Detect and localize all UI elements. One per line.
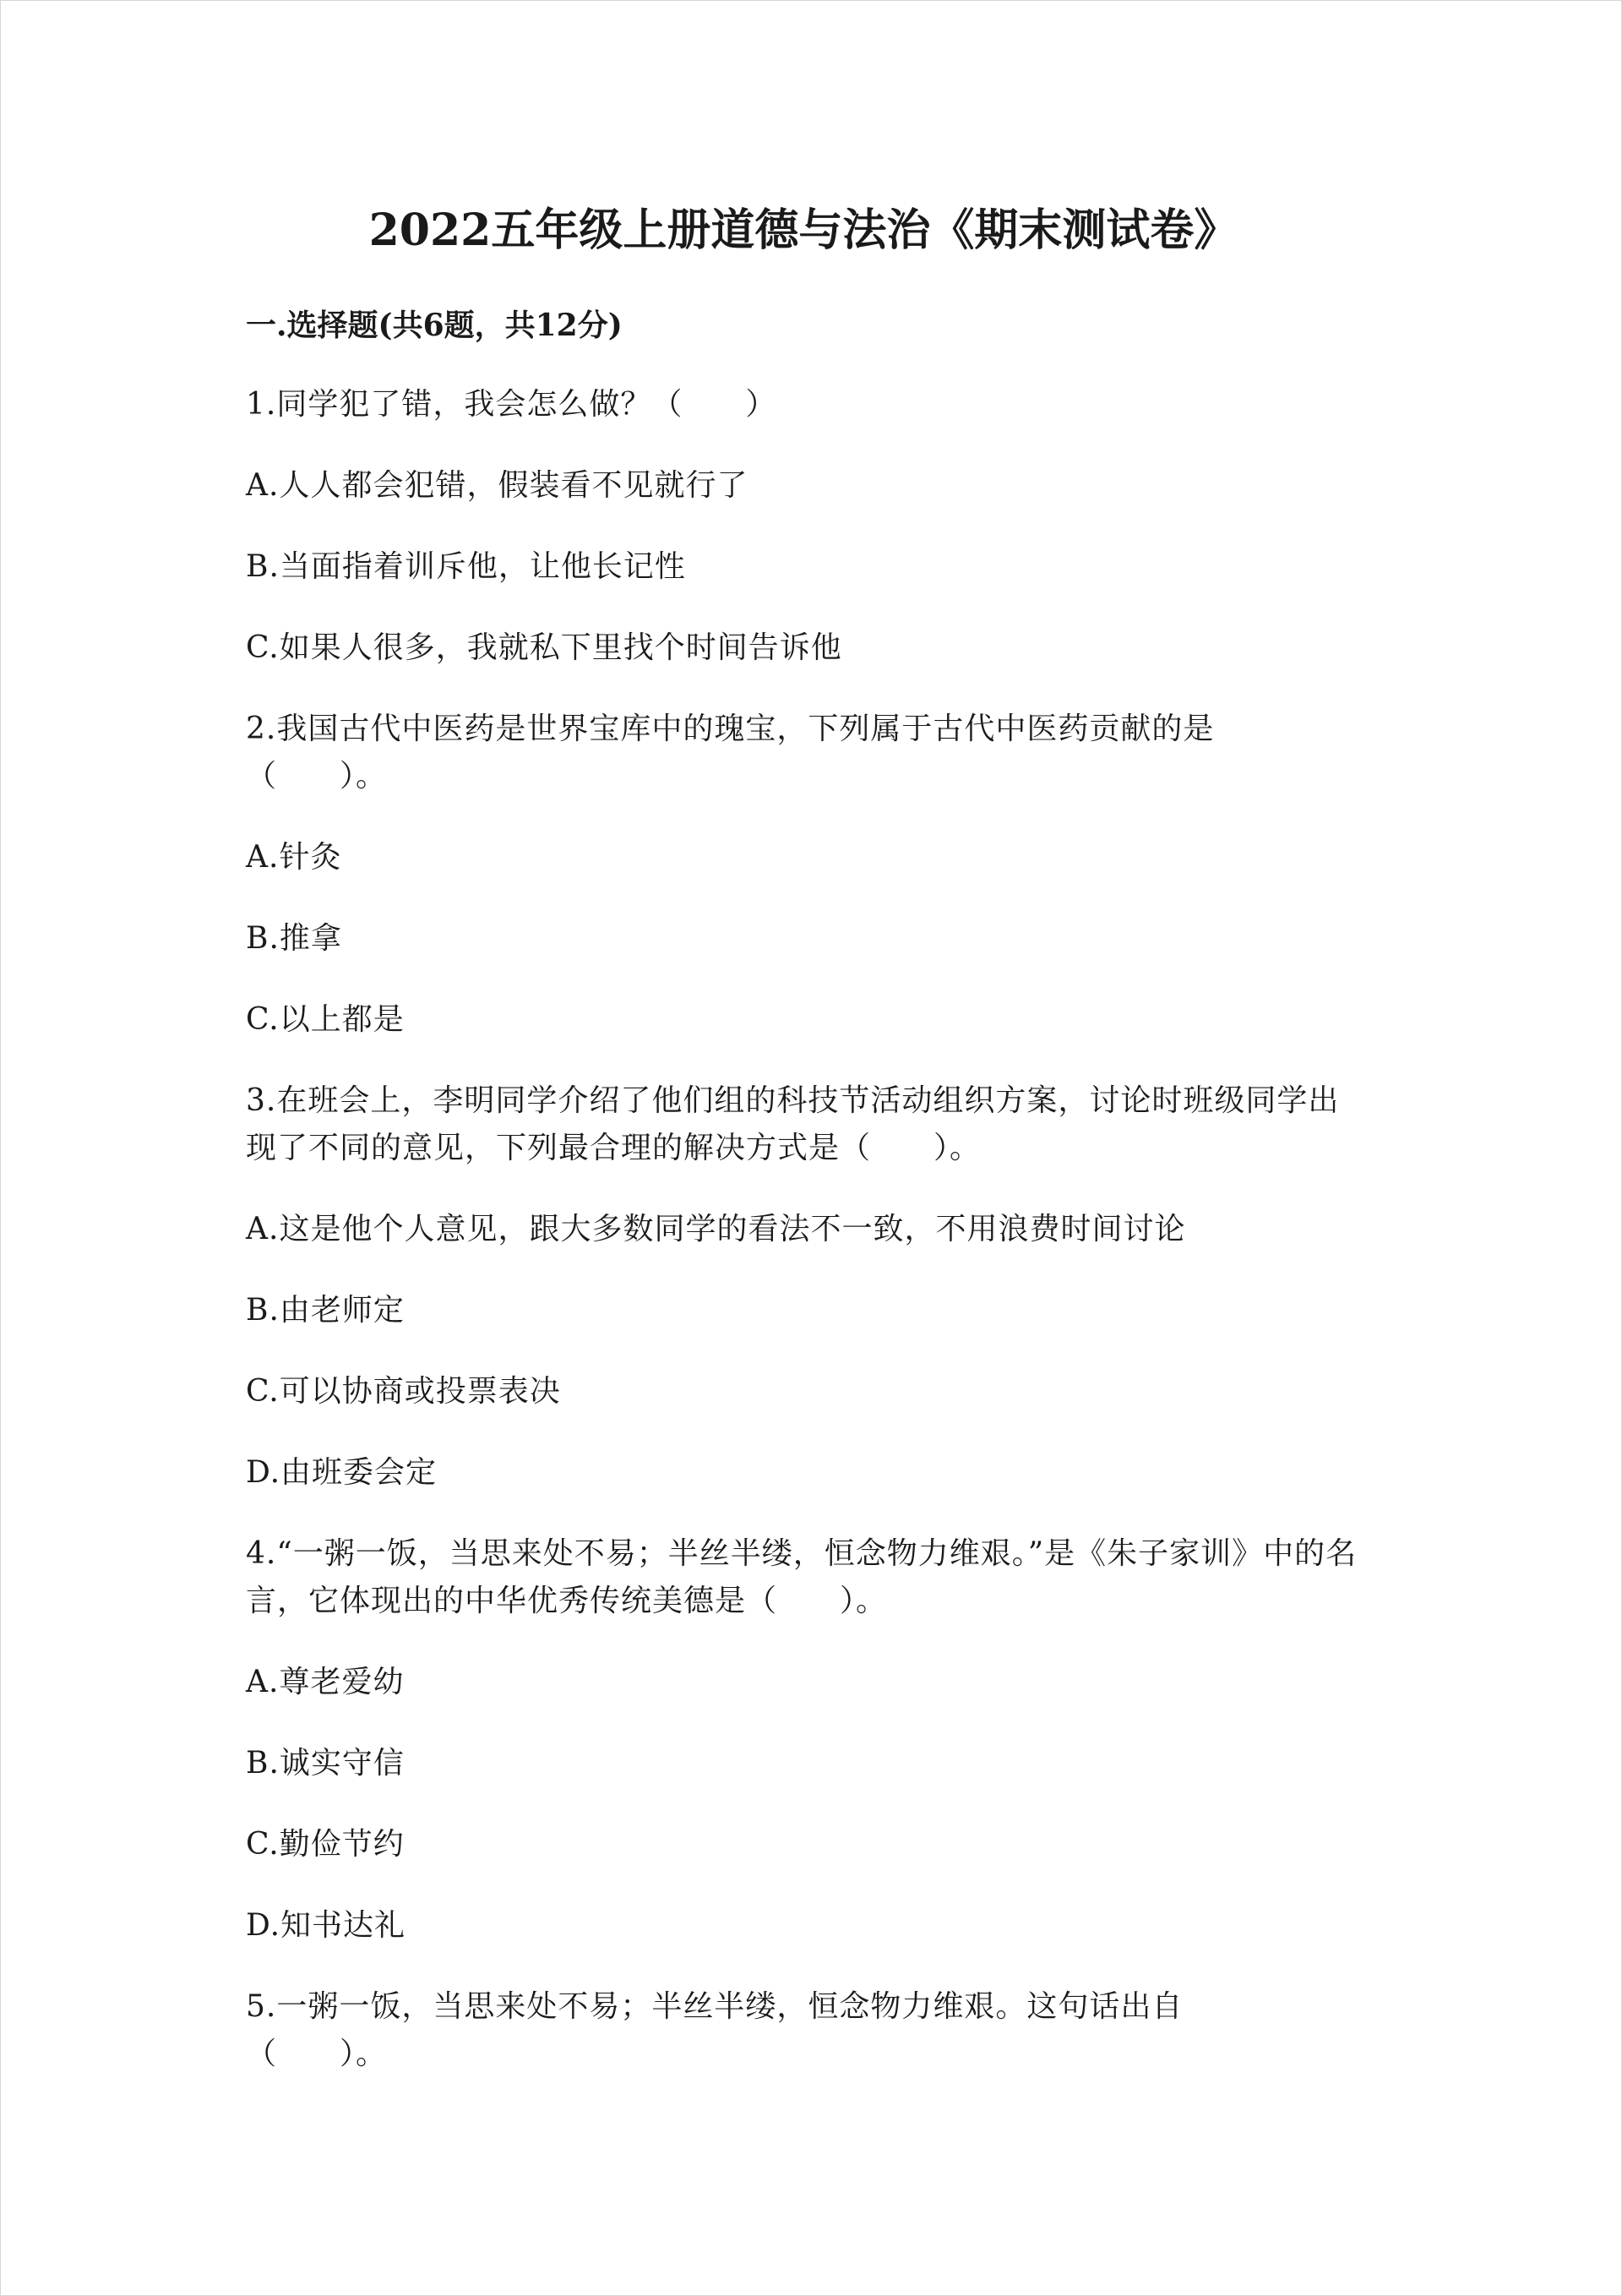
question-4 <box>246 1530 1412 1950</box>
question-1-option-c: C.如果人很多，我就私下里找个时间告诉他 <box>246 630 842 665</box>
question-2-option-b: B.推拿 <box>246 921 342 956</box>
question-3 <box>246 1077 1412 1497</box>
exam-title: 2022五年级上册道德与法治《期末测试卷》 <box>368 205 1238 256</box>
question-4-stem: 4.“一粥一饭，当思来处不易；半丝半缕，恒念物力维艰。”是《朱子家训》中的名言，它体现出的中华优秀传统美德是（ ）。 <box>246 1536 1358 1618</box>
question-5-stem: 5.一粥一饭，当思来处不易；半丝半缕，恒念物力维艰。这句话出自（ ）。 <box>246 1989 1184 2071</box>
question-5 <box>246 1983 1412 2078</box>
question-1-stem: 1.同学犯了错，我会怎么做？（ ） <box>246 387 777 422</box>
question-1 <box>246 381 1412 672</box>
question-3-option-a: A.这是他个人意见，跟大多数同学的看法不一致，不用浪费时间讨论 <box>246 1212 1186 1246</box>
question-3-option-b: B.由老师定 <box>246 1293 405 1328</box>
question-3-stem: 3.在班会上，李明同学介绍了他们组的科技节活动组织方案，讨论时班级同学出现了不同的意见，下列最合理的解决方式是（ ）。 <box>246 1083 1340 1165</box>
question-4-option-b: B.诚实守信 <box>246 1746 405 1781</box>
question-4-option-d: D.知书达礼 <box>246 1908 406 1943</box>
exam-content <box>246 195 1412 2112</box>
question-2-option-a: A.针灸 <box>246 840 342 875</box>
question-4-option-a: A.尊老爱幼 <box>246 1665 405 1699</box>
question-4-option-c: C.勤俭节约 <box>246 1827 405 1862</box>
question-2-option-c: C.以上都是 <box>246 1002 405 1037</box>
section-heading: 一.选择题(共6题，共12分) <box>246 308 623 343</box>
question-3-option-c: C.可以协商或投票表决 <box>246 1374 561 1409</box>
question-3-option-d: D.由班委会定 <box>246 1455 438 1490</box>
question-1-option-b: B.当面指着训斥他，让他长记性 <box>246 549 686 584</box>
question-1-option-a: A.人人都会犯错，假装看不见就行了 <box>246 468 748 503</box>
question-2 <box>246 706 1412 1044</box>
question-2-stem: 2.我国古代中医药是世界宝库中的瑰宝，下列属于古代中医药贡献的是（ ）。 <box>246 712 1215 794</box>
